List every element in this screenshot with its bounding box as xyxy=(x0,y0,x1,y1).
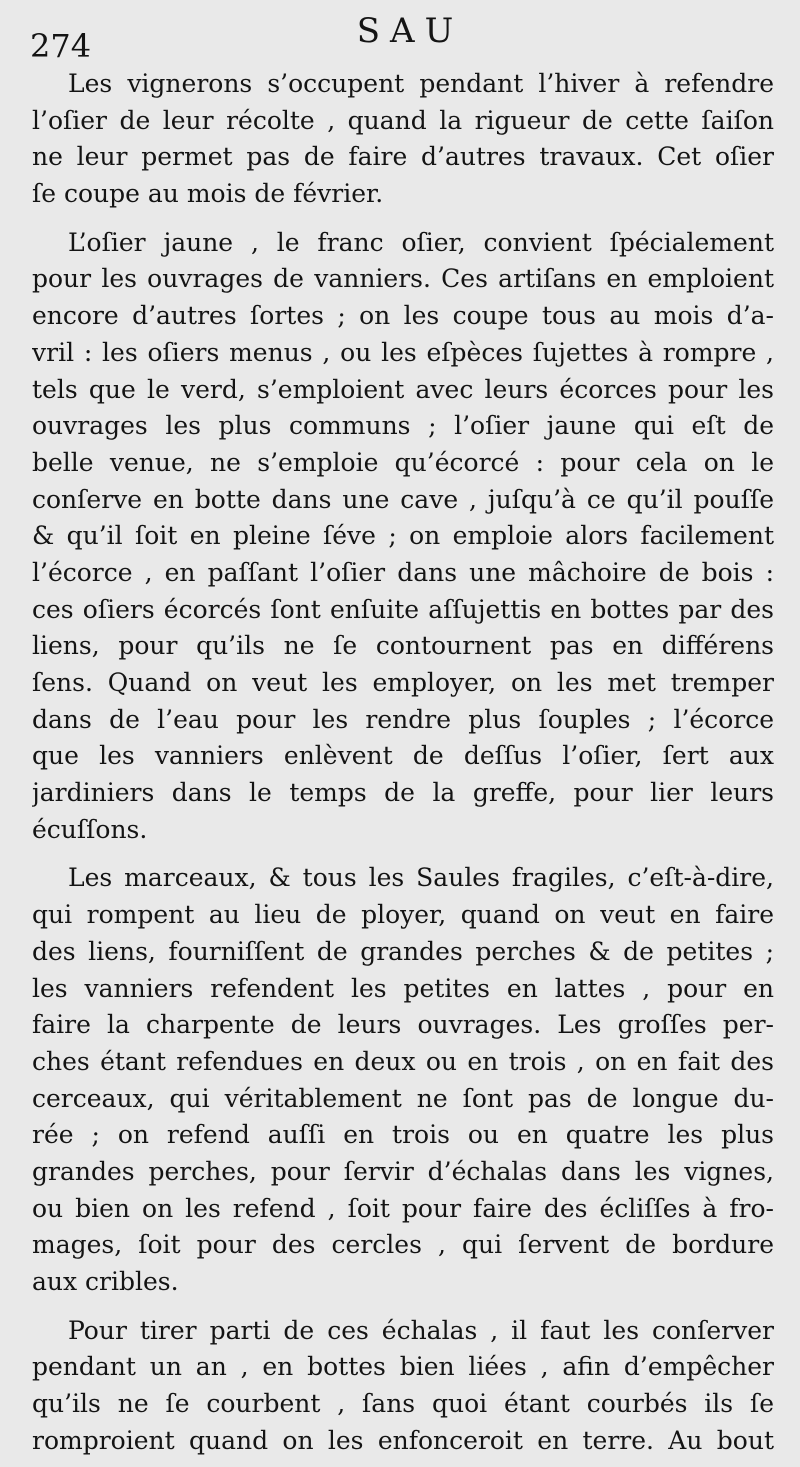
text-line: dans de l’eau pour les rendre plus ſouples ; l’écorce xyxy=(32,704,774,734)
text-line: l’oſier de leur récolte , quand la rigueur de cette ſaiſon xyxy=(32,105,774,135)
text-line: ne leur permet pas de faire d’autres travaux. Cet oſier xyxy=(32,142,774,172)
text-line: pendant un an , en bottes bien liées , afin d’empêcher xyxy=(32,1352,774,1382)
text-line: ouvrages les plus communs ; l’oſier jaune qui eſt de xyxy=(32,411,774,441)
text-line: ches étant refendues en deux ou en trois , on en fait des xyxy=(32,1046,774,1076)
body-text xyxy=(32,66,774,1459)
text-line: L’oſier jaune , le franc oſier, convient ſpécialement xyxy=(68,227,774,257)
text-line: encore d’autres ſortes ; on les coupe tous au mois d’a- xyxy=(32,301,774,331)
text-line: qui rompent au lieu de ployer, quand on veut en faire xyxy=(32,900,774,930)
text-line: rée ; on refend auſſi en trois ou en quatre les plus xyxy=(32,1120,774,1150)
text-line: conſerve en botte dans une cave , juſqu’à ce qu’il pouſſe xyxy=(32,484,774,514)
text-line: faire la charpente de leurs ouvrages. Les groſſes per- xyxy=(32,1010,774,1040)
page-number: 274 xyxy=(30,27,92,65)
text-line: aux cribles. xyxy=(32,1267,179,1296)
text-line: l’écorce , en paſſant l’oſier dans une mâchoire de bois : xyxy=(32,557,774,587)
text-line: romproient quand on les enfonceroit en terre. Au bout xyxy=(32,1425,774,1455)
text-line: jardiniers dans le temps de la greffe, pour lier leurs xyxy=(32,778,774,808)
text-line: Les vignerons s’occupent pendant l’hiver à refendre xyxy=(68,69,774,98)
text-line: liens, pour qu’ils ne ſe contournent pas en différens xyxy=(32,631,774,661)
paragraph xyxy=(32,66,774,213)
running-head: SAU xyxy=(356,11,464,51)
text-line: Les marceaux, & tous les Saules fragiles, c’eſt-à-dire, xyxy=(68,863,774,893)
text-line: Pour tirer parti de ces échalas , il faut les conſerver xyxy=(68,1315,774,1345)
text-line: tels que le verd, s’emploient avec leurs écorces pour les xyxy=(32,374,774,404)
paragraph xyxy=(32,225,774,849)
text-line: qu’ils ne ſe courbent , ſans quoi étant courbés ils ſe xyxy=(32,1389,774,1419)
text-line: mages, ſoit pour des cercles , qui ſervent de bordure xyxy=(32,1230,774,1260)
text-line: ſens. Quand on veut les employer, on les met tremper xyxy=(32,668,774,697)
text-line: vril : les oſiers menus , ou les eſpèces ſujettes à rompre , xyxy=(32,337,774,367)
text-line: que les vanniers enlèvent de deſſus l’oſier, ſert aux xyxy=(32,741,774,771)
paragraph xyxy=(32,1313,774,1460)
text-line: grandes perches, pour ſervir d’échalas dans les vignes, xyxy=(32,1156,774,1186)
text-line: écuſſons. xyxy=(32,814,148,844)
text-line: ſe coupe au mois de février. xyxy=(32,179,384,209)
text-line: pour les ouvrages de vanniers. Ces artiſans en emploient xyxy=(32,264,774,294)
text-line: cerceaux, qui véritablement ne ſont pas de longue du- xyxy=(32,1083,774,1113)
paragraph xyxy=(32,860,774,1300)
text-line: des liens, fourniſſent de grandes perches & de petites ; xyxy=(32,936,774,966)
text-line: ces oſiers écorcés ſont enſuite aſſujettis en bottes par des xyxy=(32,594,774,624)
text-line: ou bien on les refend , ſoit pour faire des écliſſes à fro- xyxy=(32,1193,774,1223)
text-line: les vanniers refendent les petites en lattes , pour en xyxy=(32,973,774,1003)
text-line: & qu’il ſoit en pleine ſéve ; on emploie alors facilement xyxy=(32,521,774,551)
text-line: belle venue, ne s’emploie qu’écorcé : pour cela on le xyxy=(32,447,774,477)
page-header xyxy=(0,11,800,65)
